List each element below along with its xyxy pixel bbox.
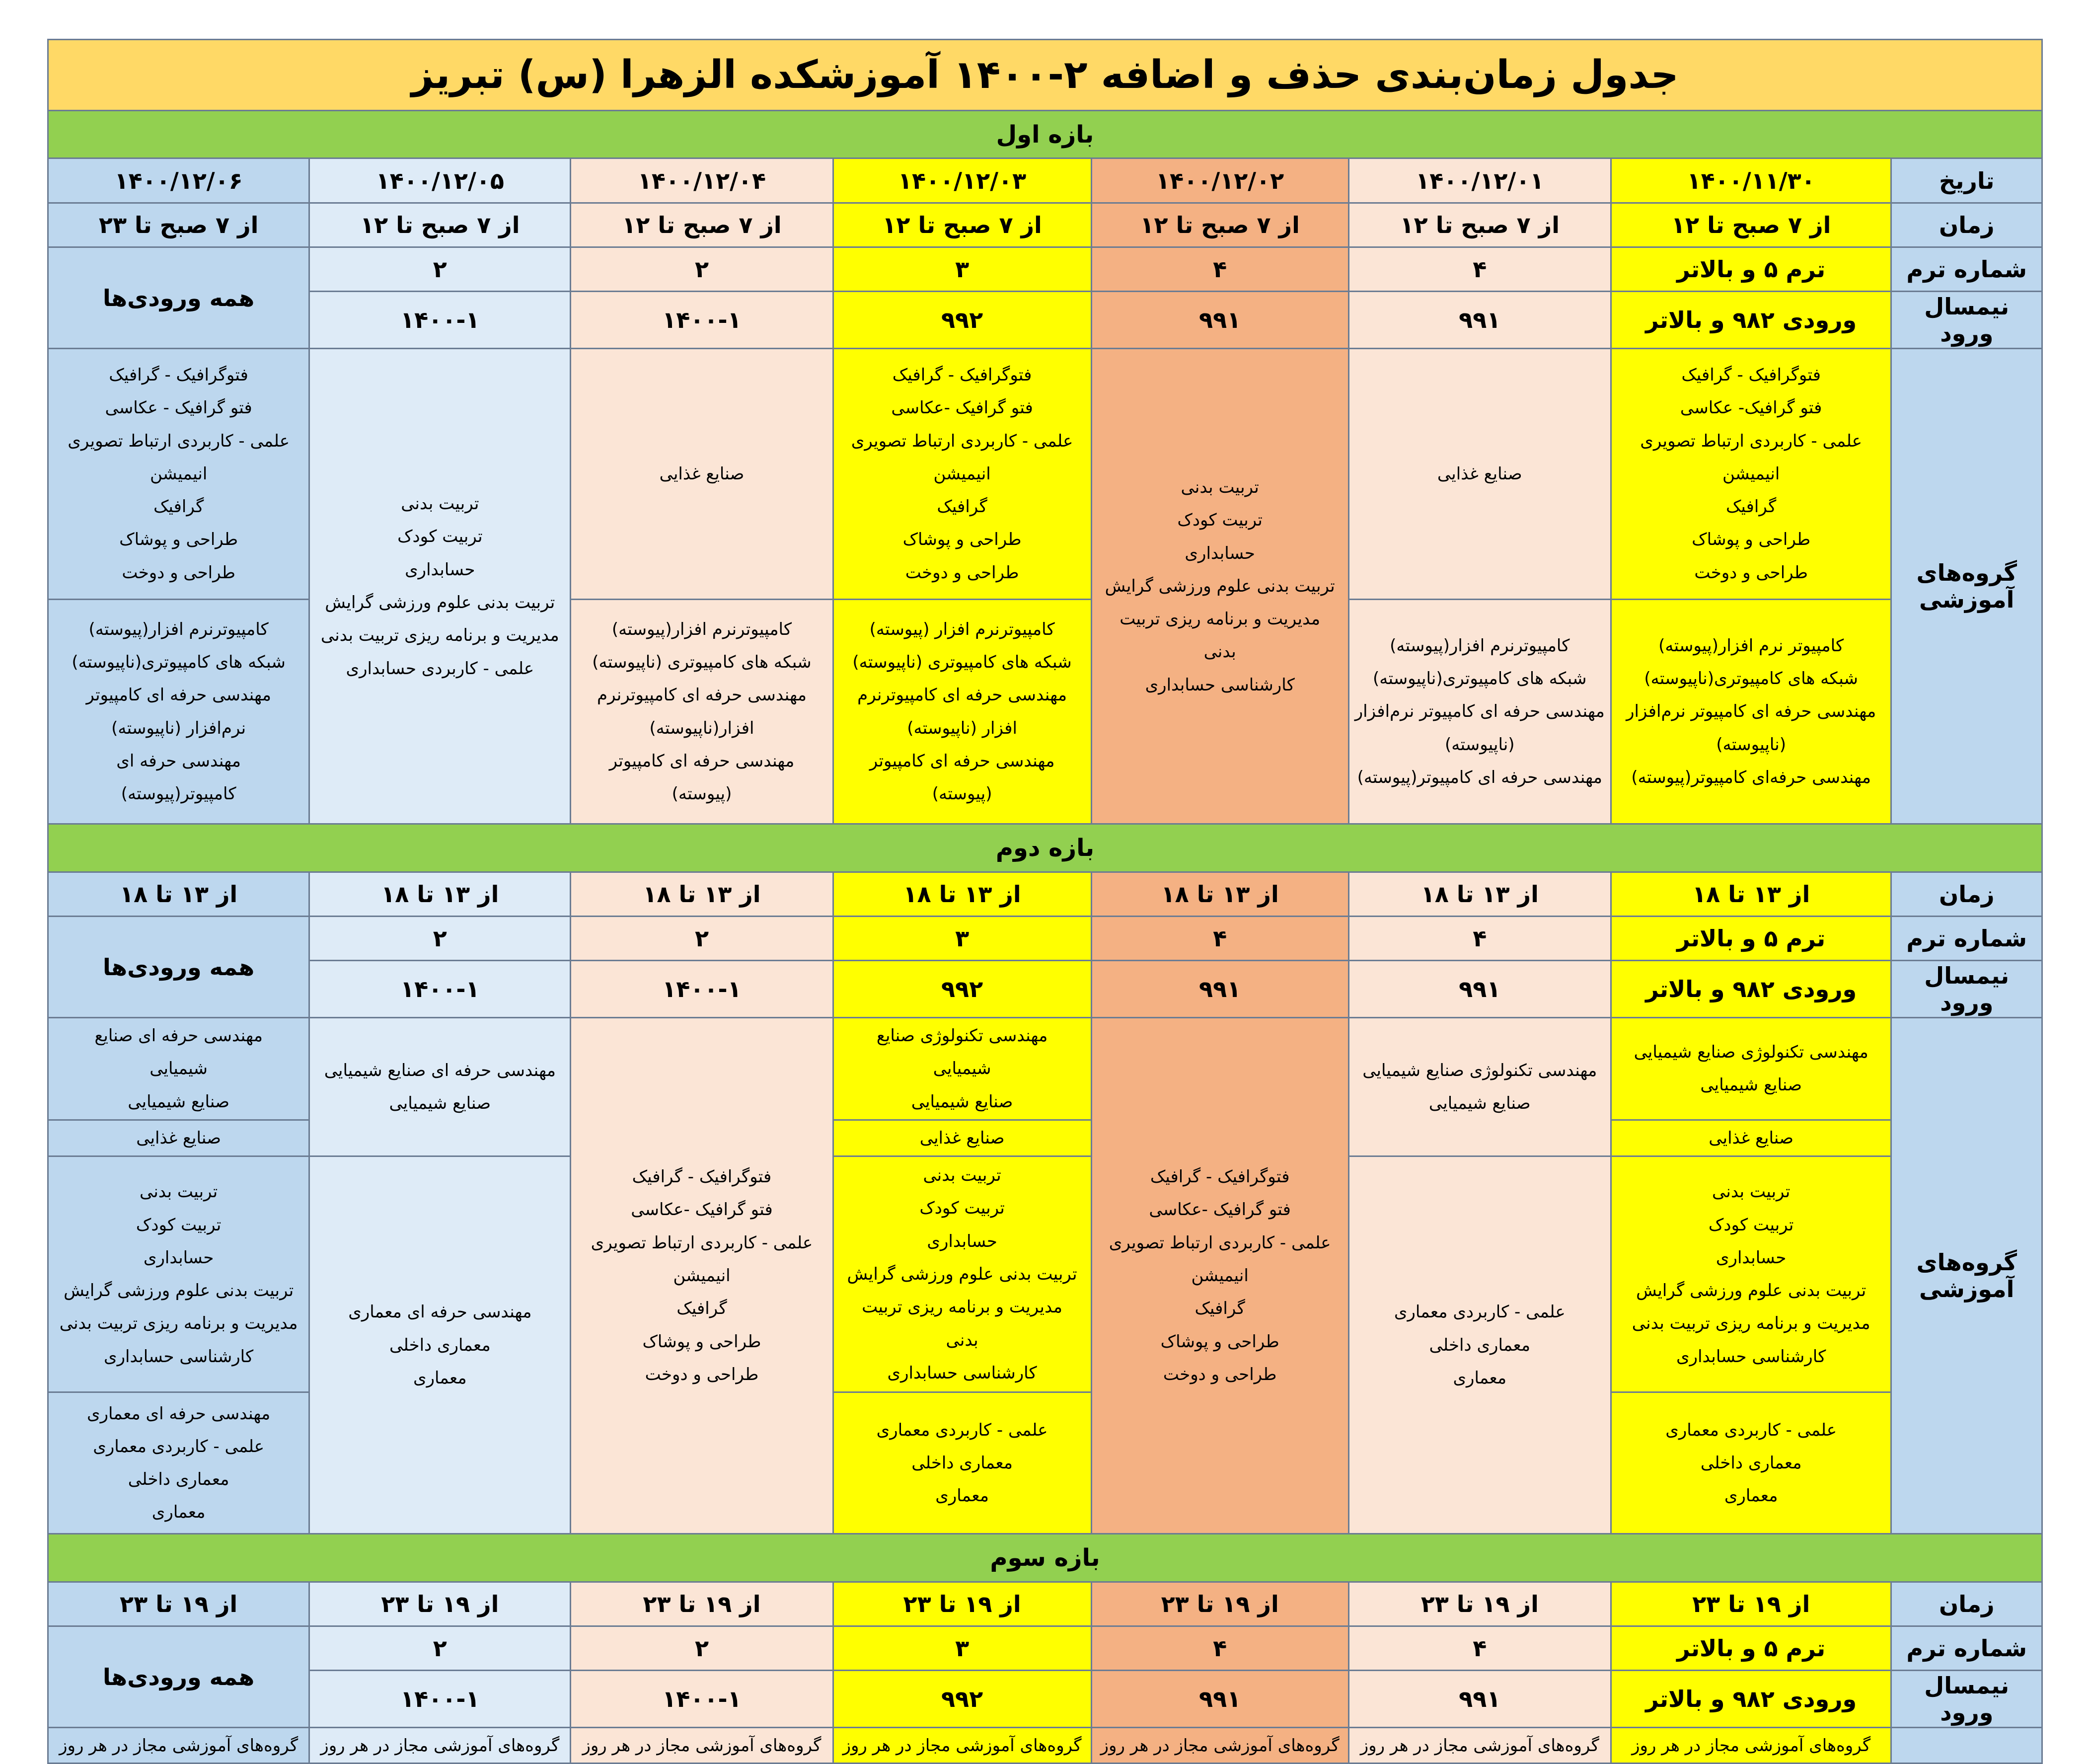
entry-cell: ۱۴۰۰-۱ xyxy=(571,1671,833,1728)
time-cell: از ۷ صبح تا ۲۳ xyxy=(48,203,309,247)
group-line: حسابداری xyxy=(927,1231,997,1251)
group-cell xyxy=(571,1018,833,1534)
term-cell: ترم ۵ و بالاتر xyxy=(1611,917,1891,961)
group-cell xyxy=(48,1156,309,1392)
group-line: حسابداری xyxy=(1185,543,1255,563)
time-cell: از ۱۳ تا ۱۸ xyxy=(833,872,1091,917)
time-cell: از ۱۳ تا ۱۸ xyxy=(1611,872,1891,917)
group-line: مدیریت و برنامه ریزی تربیت xyxy=(862,1297,1063,1317)
group-line: کارشناسی حسابداری xyxy=(887,1363,1037,1383)
term-cell: ۴ xyxy=(1091,917,1348,961)
time-cell: از ۱۳ تا ۱۸ xyxy=(571,872,833,917)
group-cell xyxy=(833,1018,1091,1120)
entry-cell: ۹۹۱ xyxy=(1091,1671,1348,1728)
group-line: معماری xyxy=(935,1486,989,1506)
group-line: افزار(ناپیوسته) xyxy=(649,718,754,738)
group-line: شیمیایی xyxy=(933,1059,991,1079)
entry-cell: ورودی ۹۸۲ و بالاتر xyxy=(1611,292,1891,349)
group-line: کارشناسی حسابداری xyxy=(104,1346,254,1367)
group-line: صنایع شیمیایی xyxy=(1428,1093,1531,1114)
group-cell xyxy=(1348,349,1611,600)
term-cell: ۴ xyxy=(1348,1626,1611,1671)
row-label-entry: نیمسال ورود xyxy=(1891,961,2042,1018)
all-entries-cell: همه ورودی‌ها xyxy=(48,247,309,349)
group-line: کامپیوترنرم افزار (پیوسته) xyxy=(869,619,1055,639)
group-cell xyxy=(833,1156,1091,1392)
group-line: (پیوسته) xyxy=(932,784,992,804)
group-line: طراحی و دوخت xyxy=(1163,1364,1277,1384)
group-line: حسابداری xyxy=(143,1247,214,1268)
group-line: شبکه های کامپیوتری(ناپیوسته) xyxy=(1372,669,1587,689)
group-cell xyxy=(1611,349,1891,600)
group-line: تربیت کودک xyxy=(1708,1215,1794,1235)
group-line: شبکه های کامپیوتری(ناپیوسته) xyxy=(72,652,286,672)
group-line: معماری داخلی xyxy=(1429,1335,1531,1355)
all-entries-cell: همه ورودی‌ها xyxy=(48,917,309,1018)
group-cell xyxy=(48,1018,309,1120)
group-line: مهندسی تکنولوژی صنایع شیمیایی xyxy=(1634,1042,1868,1063)
row-label-time: زمان xyxy=(1891,203,2042,247)
date-cell: ۱۴۰۰/۱۲/۰۲ xyxy=(1091,158,1348,203)
group-line: انیمیشن xyxy=(1722,463,1780,484)
term-cell: ۳ xyxy=(833,1626,1091,1671)
group-line: علمی - کاربردی معماری xyxy=(1394,1302,1566,1322)
group-line: معماری xyxy=(151,1502,206,1523)
group-line: کامپیوترنرم افزار(پیوسته) xyxy=(88,619,269,639)
row-label-term: شماره ترم xyxy=(1891,917,2042,961)
group-cell: صنایع غذایی xyxy=(48,1120,309,1156)
term-cell: ۲ xyxy=(571,247,833,292)
group-cell xyxy=(1348,1156,1611,1534)
entry-cell: ۹۹۱ xyxy=(1348,961,1611,1018)
group-line: طراحی و پوشاک xyxy=(1160,1331,1279,1352)
group-line: فتوگرافیک - گرافیک xyxy=(632,1167,772,1187)
entry-cell: ۱۴۰۰-۱ xyxy=(309,961,571,1018)
group-line: مهندسی تکنولوژی صنایع شیمیایی xyxy=(1362,1060,1597,1080)
group-line: مهندسی حرفه ای کامپیوتر نرم‌افزار xyxy=(1354,701,1605,722)
group-line: علمی - کاربردی معماری xyxy=(1665,1420,1837,1440)
group-line: فتو گرافیک - عکاسی xyxy=(105,398,252,418)
group-line: طراحی و پوشاک xyxy=(902,530,1022,550)
group-line: طراحی و پوشاک xyxy=(642,1331,761,1352)
group-line: علمی - کاربردی معماری xyxy=(93,1436,265,1457)
term-cell: ۲ xyxy=(571,917,833,961)
group-line: فتوگرافیک - گرافیک xyxy=(1150,1167,1290,1187)
group-cell xyxy=(1091,1018,1348,1534)
group-cell xyxy=(1091,349,1348,824)
time-cell: از ۱۹ تا ۲۳ xyxy=(48,1582,309,1626)
group-line: تربیت کودک xyxy=(397,527,483,547)
group-line: افزار (ناپیوسته) xyxy=(907,718,1017,738)
time-cell: از ۱۳ تا ۱۸ xyxy=(309,872,571,917)
group-line: مهندسی حرفه ای کامپیوترنرم xyxy=(857,685,1067,705)
group-line: شبکه های کامپیوتری (ناپیوسته) xyxy=(592,652,812,672)
time-cell: از ۱۳ تا ۱۸ xyxy=(48,872,309,917)
group-line: صنایع شیمیایی xyxy=(911,1091,1013,1112)
time-cell: از ۷ صبح تا ۱۲ xyxy=(833,203,1091,247)
time-cell: از ۱۹ تا ۲۳ xyxy=(1611,1582,1891,1626)
group-line: بدنی xyxy=(946,1330,978,1350)
group-line: فتو گرافیک -عکاسی xyxy=(1149,1200,1291,1220)
entry-cell: ۱۴۰۰-۱ xyxy=(571,292,833,349)
group-line: فتو گرافیک- عکاسی xyxy=(1680,398,1822,418)
group-line: حسابداری xyxy=(405,559,475,580)
group-line: تربیت کودک xyxy=(919,1198,1005,1219)
group-cell xyxy=(309,1156,571,1534)
group-line: فتو گرافیک -عکاسی xyxy=(631,1200,773,1220)
term-cell: ۴ xyxy=(1091,247,1348,292)
time-cell: از ۱۳ تا ۱۸ xyxy=(1091,872,1348,917)
band-period-3: بازه سوم xyxy=(48,1534,2042,1582)
group-line: فتوگرافیک - گرافیک xyxy=(1681,365,1821,385)
group-line: فتوگرافیک - گرافیک xyxy=(892,365,1032,385)
group-line: صنایع شیمیایی xyxy=(389,1093,491,1114)
group-line: کامپیوتر نرم افزار(پیوسته) xyxy=(1658,635,1844,656)
group-line: شبکه های کامپیوتری(ناپیوسته) xyxy=(1644,669,1858,689)
group-cell xyxy=(833,1392,1091,1534)
group-line: تربیت بدنی علوم ورزشی گرایش xyxy=(325,593,555,613)
group-line: معماری داخلی xyxy=(128,1469,229,1490)
band-period-1: بازه اول xyxy=(48,111,2042,158)
row-label-date: تاریخ xyxy=(1891,158,2042,203)
group-line: مهندسی حرفه ای معماری xyxy=(348,1302,532,1322)
group-line: انیمیشن xyxy=(149,463,208,484)
time-cell: از ۷ صبح تا ۱۲ xyxy=(1091,203,1348,247)
term-cell: ۲ xyxy=(309,247,571,292)
group-line: صنایع شیمیایی xyxy=(1700,1075,1802,1095)
group-cell: صنایع غذایی xyxy=(833,1120,1091,1156)
group-cell xyxy=(48,600,309,824)
group-line: مهندسی حرفه ای معماری xyxy=(87,1403,271,1424)
group-line: تربیت بدنی علوم ورزشی گرایش xyxy=(1636,1281,1867,1301)
group-line: کامپیوتر(پیوسته) xyxy=(121,784,236,804)
all-entries-cell: همه ورودی‌ها xyxy=(48,1626,309,1728)
group-line: شبکه های کامپیوتری (ناپیوسته) xyxy=(852,652,1072,672)
note-cell: گروه‌های آموزشی مجاز در هر روز xyxy=(309,1728,571,1764)
group-line: مهندسی حرفه ای کامپیوتر(پیوسته) xyxy=(1357,767,1602,787)
entry-cell: ۹۹۱ xyxy=(1091,961,1348,1018)
group-line: (ناپیوسته) xyxy=(1716,734,1786,755)
entry-cell: ورودی ۹۸۲ و بالاتر xyxy=(1611,1671,1891,1728)
group-line: گرافیک xyxy=(1725,497,1777,517)
group-line: علمی - کاربردی ارتباط تصویری xyxy=(591,1232,813,1253)
group-line: مدیریت و برنامه ریزی تربیت بدنی xyxy=(1632,1313,1870,1334)
group-line: مهندسی حرفه ای صنایع xyxy=(94,1026,263,1046)
group-line: معماری داخلی xyxy=(1700,1453,1802,1473)
term-cell: ترم ۵ و بالاتر xyxy=(1611,1626,1891,1671)
group-line: مهندسی حرفه ای کامپیوتر نرم‌افزار xyxy=(1626,701,1876,722)
group-cell xyxy=(571,349,833,600)
date-cell: ۱۴۰۰/۱۲/۰۶ xyxy=(48,158,309,203)
group-line: انیمیشن xyxy=(1191,1265,1249,1286)
time-cell: از ۷ صبح تا ۱۲ xyxy=(571,203,833,247)
term-cell: ۲ xyxy=(309,917,571,961)
group-line: مدیریت و برنامه ریزی تربیت بدنی xyxy=(320,625,559,646)
term-cell: ۳ xyxy=(833,247,1091,292)
group-line: مهندسی حرفه ای کامپیوترنرم xyxy=(597,685,807,705)
time-cell: از ۱۹ تا ۲۳ xyxy=(571,1582,833,1626)
group-line: صنایع شیمیایی xyxy=(128,1091,229,1112)
date-cell: ۱۴۰۰/۱۱/۳۰ xyxy=(1611,158,1891,203)
group-line: تربیت بدنی علوم ورزشی گرایش xyxy=(847,1264,1077,1285)
time-cell: از ۷ صبح تا ۱۲ xyxy=(1611,203,1891,247)
term-cell: ۴ xyxy=(1091,1626,1348,1671)
group-line: انیمیشن xyxy=(673,1265,731,1286)
time-cell: از ۱۹ تا ۲۳ xyxy=(1348,1582,1611,1626)
entry-cell: ۹۹۲ xyxy=(833,1671,1091,1728)
group-line: طراحی و دوخت xyxy=(1694,562,1808,583)
row-label-entry: نیمسال ورود xyxy=(1891,292,2042,349)
group-cell xyxy=(833,600,1091,824)
group-line: گرافیک xyxy=(937,497,987,517)
date-cell: ۱۴۰۰/۱۲/۰۴ xyxy=(571,158,833,203)
group-line: مدیریت و برنامه ریزی تربیت xyxy=(1120,609,1321,629)
group-line: تربیت بدنی xyxy=(1181,477,1259,497)
schedule-table xyxy=(47,39,2043,1764)
group-line: طراحی و دوخت xyxy=(122,562,235,583)
entry-cell: ۹۹۲ xyxy=(833,961,1091,1018)
term-cell: ۴ xyxy=(1348,917,1611,961)
time-cell: از ۷ صبح تا ۱۲ xyxy=(309,203,571,247)
group-line: کامپیوترنرم افزار(پیوسته) xyxy=(1390,635,1570,656)
group-cell xyxy=(48,1392,309,1534)
group-line: فتو گرافیک -عکاسی xyxy=(891,398,1033,418)
group-line: گرافیک xyxy=(676,1299,727,1319)
group-line: تربیت کودک xyxy=(1177,510,1263,531)
group-line: گرافیک xyxy=(1195,1299,1245,1319)
band-period-2: بازه دوم xyxy=(48,824,2042,872)
group-line: مهندسی حرفه ای xyxy=(116,751,241,771)
note-cell: گروه‌های آموزشی مجاز در هر روز xyxy=(1611,1728,1891,1764)
group-line: فتوگرافیک - گرافیک xyxy=(109,365,248,385)
entry-cell: ۱۴۰۰-۱ xyxy=(309,1671,571,1728)
group-cell xyxy=(309,349,571,824)
group-line: علمی - کاربردی ارتباط تصویری xyxy=(1640,431,1863,451)
group-line: معماری xyxy=(413,1368,467,1388)
time-cell: از ۱۹ تا ۲۳ xyxy=(833,1582,1091,1626)
group-line: علمی - کاربردی معماری xyxy=(876,1420,1048,1440)
group-line: کارشناسی حسابداری xyxy=(1676,1346,1826,1367)
group-line: مهندسی حرفه ای کامپیوتر xyxy=(86,685,271,705)
date-cell: ۱۴۰۰/۱۲/۰۱ xyxy=(1348,158,1611,203)
note-cell: گروه‌های آموزشی مجاز در هر روز xyxy=(1091,1728,1348,1764)
group-line: (ناپیوسته) xyxy=(1444,734,1515,755)
time-cell: از ۱۳ تا ۱۸ xyxy=(1348,872,1611,917)
entry-cell: ۹۹۱ xyxy=(1091,292,1348,349)
group-line: علمی - کاربردی ارتباط تصویری xyxy=(851,431,1073,451)
group-cell: صنایع غذایی xyxy=(1611,1120,1891,1156)
time-cell: از ۱۹ تا ۲۳ xyxy=(1091,1582,1348,1626)
time-cell: از ۱۹ تا ۲۳ xyxy=(309,1582,571,1626)
group-line: صنایع غذایی xyxy=(659,463,745,484)
term-cell: ۲ xyxy=(571,1626,833,1671)
group-line: مهندسی حرفه ای صنایع شیمیایی xyxy=(324,1060,556,1080)
group-cell xyxy=(833,349,1091,600)
group-line: تربیت بدنی xyxy=(923,1165,1001,1186)
group-line: علمی - کاربردی ارتباط تصویری xyxy=(68,431,290,451)
group-line: مهندسی تکنولوژی صنایع xyxy=(876,1026,1048,1046)
row-label-time: زمان xyxy=(1891,872,2042,917)
group-line: تربیت بدنی xyxy=(401,494,479,514)
group-line: بدنی xyxy=(1203,642,1236,662)
page-title: جدول زمان‌بندی حذف و اضافه ۲-۱۴۰۰ آموزشکده الزهرا (س) تبریز xyxy=(48,40,2042,111)
term-cell: ۳ xyxy=(833,917,1091,961)
group-line: کامپیوترنرم افزار(پیوسته) xyxy=(611,619,792,639)
group-line: تربیت بدنی xyxy=(1712,1182,1791,1202)
group-cell xyxy=(1348,1018,1611,1156)
group-line: حسابداری xyxy=(1716,1247,1787,1268)
group-line: معماری xyxy=(1453,1368,1507,1388)
group-line: کارشناسی حسابداری xyxy=(1145,675,1295,695)
group-line: طراحی و پوشاک xyxy=(119,530,238,550)
time-cell: از ۷ صبح تا ۱۲ xyxy=(1348,203,1611,247)
group-line: تربیت بدنی علوم ورزشی گرایش xyxy=(64,1281,294,1301)
group-line: طراحی و دوخت xyxy=(645,1364,759,1384)
group-line: علمی - کاربردی ارتباط تصویری xyxy=(1109,1232,1331,1253)
group-line: نرم‌افزار (ناپیوسته) xyxy=(111,718,246,738)
group-line: شیمیایی xyxy=(149,1059,208,1079)
group-line: صنایع غذایی xyxy=(1437,463,1522,484)
group-cell xyxy=(571,600,833,824)
entry-cell: ۹۹۲ xyxy=(833,292,1091,349)
group-line: مهندسی حرفه ای کامپیوتر xyxy=(869,751,1055,771)
group-cell xyxy=(1611,600,1891,824)
group-line: تربیت بدنی xyxy=(140,1182,218,1202)
group-line: معماری داخلی xyxy=(911,1453,1013,1473)
group-line: (پیوسته) xyxy=(672,784,732,804)
row-label-time: زمان xyxy=(1891,1582,2042,1626)
group-line: مدیریت و برنامه ریزی تربیت بدنی xyxy=(59,1313,298,1334)
date-cell: ۱۴۰۰/۱۲/۰۵ xyxy=(309,158,571,203)
entry-cell: ۹۹۱ xyxy=(1348,1671,1611,1728)
note-cell: گروه‌های آموزشی مجاز در هر روز xyxy=(571,1728,833,1764)
group-line: معماری داخلی xyxy=(389,1335,491,1355)
group-cell xyxy=(1611,1018,1891,1120)
group-cell xyxy=(48,349,309,600)
row-label-groups: گروه‌های آموزشی xyxy=(1891,1018,2042,1534)
term-cell: ۴ xyxy=(1348,247,1611,292)
note-cell: گروه‌های آموزشی مجاز در هر روز xyxy=(1348,1728,1611,1764)
row-label-entry: نیمسال ورود xyxy=(1891,1671,2042,1728)
group-cell xyxy=(1348,600,1611,824)
group-line: گرافیک xyxy=(153,497,204,517)
date-cell: ۱۴۰۰/۱۲/۰۳ xyxy=(833,158,1091,203)
group-line: مهندسی حرفه‌ای کامپیوتر(پیوسته) xyxy=(1631,767,1871,787)
group-line: طراحی و پوشاک xyxy=(1692,530,1811,550)
group-line: تربیت بدنی علوم ورزشی گرایش xyxy=(1105,576,1335,596)
entry-cell: ۱۴۰۰-۱ xyxy=(571,961,833,1018)
group-line: مهندسی حرفه ای کامپیوتر xyxy=(609,751,795,771)
group-line: معماری xyxy=(1724,1486,1778,1506)
group-line: طراحی و دوخت xyxy=(905,562,1019,583)
group-cell xyxy=(1611,1392,1891,1534)
group-cell xyxy=(309,1018,571,1156)
group-line: انیمیشن xyxy=(933,463,991,484)
note-cell: گروه‌های آموزشی مجاز در هر روز xyxy=(48,1728,309,1764)
entry-cell: ۹۹۱ xyxy=(1348,292,1611,349)
row-label-term: شماره ترم xyxy=(1891,1626,2042,1671)
entry-cell: ورودی ۹۸۲ و بالاتر xyxy=(1611,961,1891,1018)
group-line: تربیت کودک xyxy=(136,1215,222,1235)
row-label-groups: گروه‌های آموزشی xyxy=(1891,349,2042,824)
group-line: علمی - کاربردی حسابداری xyxy=(346,658,534,679)
group-cell xyxy=(1611,1156,1891,1392)
entry-cell: ۱۴۰۰-۱ xyxy=(309,292,571,349)
term-cell: ترم ۵ و بالاتر xyxy=(1611,247,1891,292)
row-label-term: شماره ترم xyxy=(1891,247,2042,292)
note-cell: گروه‌های آموزشی مجاز در هر روز xyxy=(833,1728,1091,1764)
term-cell: ۲ xyxy=(309,1626,571,1671)
